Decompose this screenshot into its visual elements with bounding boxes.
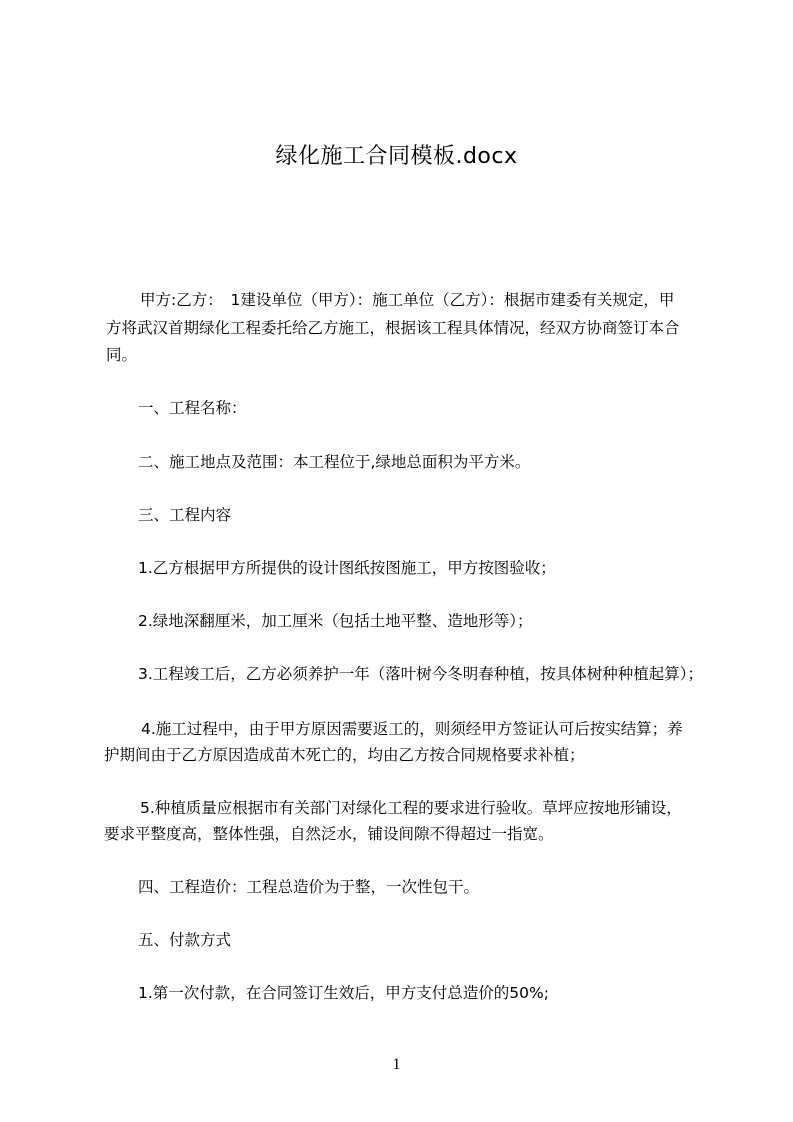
list-item-line: 2.绿地深翻厘米，加工厘米（包括土地平整、造地形等）；	[138, 612, 533, 630]
document-title: 绿化施工合同模板.docx	[275, 144, 518, 169]
list-item-line: 5.种植质量应根据市有关部门对绿化工程的要求进行验收。草坪应按地形铺设，	[140, 799, 682, 817]
list-item-line: 4.施工过程中，由于甲方原因需要返工的，则须经甲方签证认可后按实结算；养	[141, 720, 683, 738]
intro-paragraph-line: 同。	[106, 346, 138, 364]
list-item-line: 要求平整度高，整体性强，自然泛水，铺设间隙不得超过一指宽。	[104, 825, 554, 843]
intro-paragraph-line: 方将武汉首期绿化工程委托给乙方施工，根据该工程具体情况，经双方协商签订本合	[106, 319, 680, 337]
section-heading-location-scope: 二、施工地点及范围：本工程位于,绿地总面积为平方米。	[138, 453, 531, 471]
section-heading-project-cost: 四、工程造价：工程总造价为于整，一次性包干。	[138, 878, 480, 896]
intro-paragraph-line: 甲方:乙方： 1建设单位（甲方）：施工单位（乙方）：根据市建委有关规定，甲	[140, 291, 675, 309]
list-item-line: 1.乙方根据甲方所提供的设计图纸按图施工，甲方按图验收；	[138, 559, 556, 577]
section-heading-project-name: 一、工程名称：	[138, 399, 247, 417]
list-item-line: 1.第一次付款，在合同签订生效后，甲方支付总造价的50%;	[138, 984, 549, 1002]
page-number: 1	[392, 1056, 401, 1073]
section-heading-payment-method: 五、付款方式	[138, 931, 232, 949]
list-item-line: 护期间由于乙方原因造成苗木死亡的，均由乙方按合同规格要求补植；	[104, 746, 585, 764]
list-item-line: 3.工程竣工后，乙方必须养护一年（落叶树今冬明春种植，按具体树种种植起算）；	[138, 665, 704, 683]
section-heading-work-content: 三、工程内容	[138, 506, 232, 524]
